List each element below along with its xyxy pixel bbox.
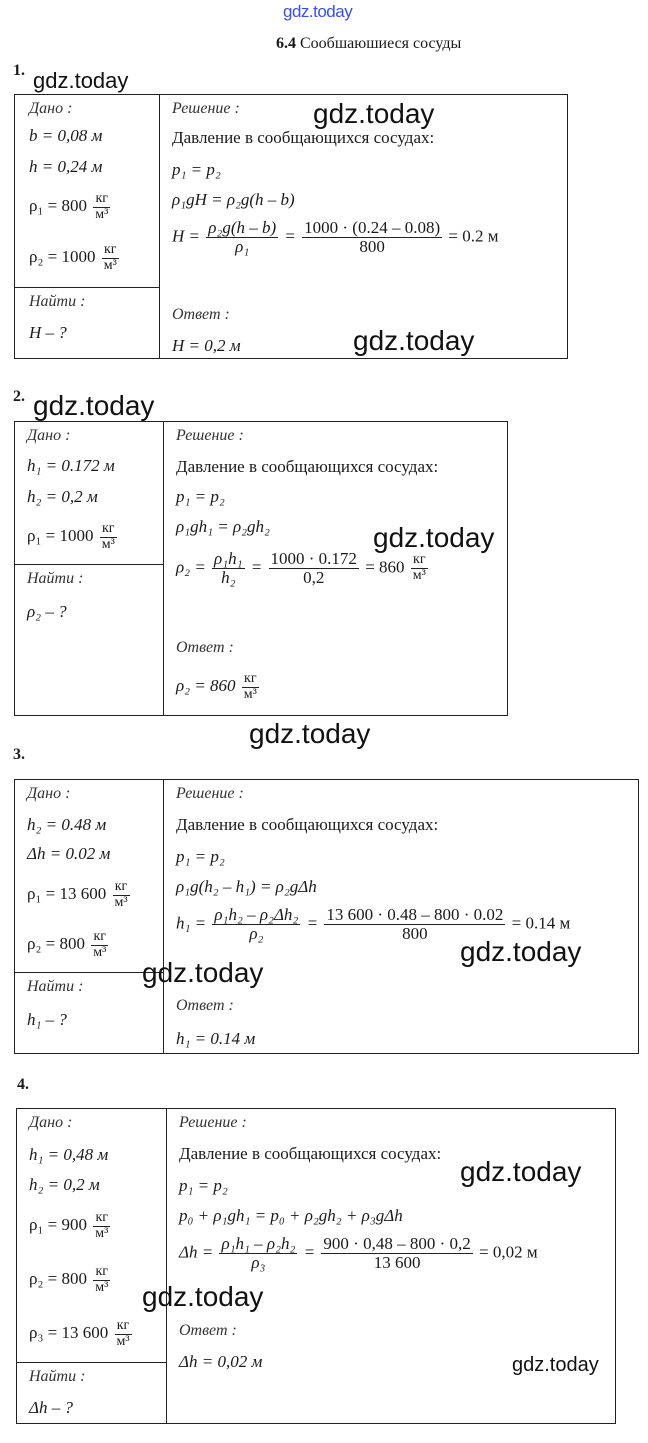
frac-num: ρ₂g(h – b) <box>208 218 277 237</box>
solution-line: Давление в сообщающихся сосудах: <box>172 128 435 147</box>
unit-fraction <box>242 672 259 702</box>
frac-den: 0,2 <box>303 567 325 587</box>
problem-3-table <box>14 779 639 1054</box>
find-cell <box>15 288 160 359</box>
answer-text: ρ₂ = 860 <box>176 676 236 696</box>
solution-line: ρ₁gH = ρ₂g(h – b) <box>172 190 295 209</box>
answer-label: Ответ : <box>172 306 230 323</box>
given-value-text: ρ₂ = 800 <box>29 1269 87 1289</box>
formula-result: = 860 <box>365 557 405 577</box>
unit-fraction <box>93 1211 110 1241</box>
given-value: h₁ = 0.172 м <box>27 456 115 475</box>
find-value: H – ? <box>29 323 67 342</box>
answer-value <box>176 672 261 702</box>
find-label: Найти : <box>29 293 86 310</box>
given-value <box>27 930 110 960</box>
given-value-text: ρ₁ = 13 600 <box>27 884 107 904</box>
unit-num: кг <box>93 1265 110 1281</box>
solution-label: Решение : <box>176 427 244 444</box>
unit-fraction <box>100 522 117 552</box>
unit-den: м³ <box>95 1225 109 1241</box>
frac-den: ρ₃ <box>251 1252 266 1272</box>
solution-line: p₁ = p₂ <box>179 1176 228 1195</box>
formula-fraction <box>212 906 300 943</box>
watermark: gdz.today <box>249 718 371 749</box>
unit-fraction <box>93 1265 110 1295</box>
formula-result: = 0.2 м <box>448 226 499 246</box>
frac-num: ρ₁h₂ – ρ₂Δh₂ <box>214 905 299 924</box>
find-cell <box>15 565 164 716</box>
find-value: h₁ – ? <box>27 1010 67 1029</box>
watermark: gdz.today <box>460 936 582 967</box>
unit-den: м³ <box>114 894 128 910</box>
problem-number: 2. <box>13 388 25 405</box>
problem-1-table <box>14 94 568 359</box>
unit-num: кг <box>102 243 119 259</box>
problem-2-table <box>14 421 508 716</box>
solution-cell <box>160 95 568 359</box>
unit-num: кг <box>91 930 108 946</box>
unit-num: кг <box>115 1319 132 1335</box>
given-label: Дано : <box>27 427 71 444</box>
given-cell <box>15 422 164 565</box>
formula-lhs: H = <box>172 226 200 246</box>
solution-formula: Δh = $\frac{\text{ρ₁h₁ – ρ₂h₂}}{\text{ρ₃}}$ = $\frac{900 \cdot 0,48 - 800 \cdot 0,2}{13 600}$ = 0,02 м <box>179 1234 538 1272</box>
formula-fraction <box>302 219 442 256</box>
solution-label: Решение : <box>179 1114 247 1131</box>
problem-number: 1. <box>13 62 25 79</box>
section-number: 6.4 <box>276 35 296 52</box>
frac-num: 13 600 · 0.48 – 800 · 0.02 <box>326 905 504 924</box>
frac-num: 1000 · 0.172 <box>270 549 357 568</box>
given-label: Дано : <box>29 100 73 117</box>
watermark: gdz.today <box>373 522 495 553</box>
solution-formula: ρ₂ = $\frac{\text{ρ₁h₁}}{\text{h₂}}$ = $\frac{1000 \cdot 0.172}{0,2}$ = 860 $\frac{кг}{\text{м³}}$ <box>176 549 426 587</box>
given-label: Дано : <box>27 785 71 802</box>
unit-fraction <box>115 1319 132 1349</box>
answer-label: Ответ : <box>179 1322 237 1339</box>
watermark: gdz.today <box>512 1354 599 1376</box>
solution-line: p₁ = p₂ <box>176 847 225 866</box>
watermark-top: gdz.today <box>283 2 353 21</box>
given-value: h = 0,24 м <box>29 157 103 176</box>
watermark: gdz.today <box>33 68 129 93</box>
problem-number: 3. <box>13 746 25 763</box>
solution-cell <box>164 780 639 1054</box>
given-value-text: ρ₁ = 1000 <box>27 526 94 546</box>
frac-den: 800 <box>402 923 428 943</box>
given-value: h₂ = 0,2 м <box>27 487 98 506</box>
watermark: gdz.today <box>460 1156 582 1187</box>
frac-num: ρ₁h₁ <box>214 549 243 568</box>
watermark: gdz.today <box>313 98 435 129</box>
given-value-text: ρ₂ = 800 <box>27 934 85 954</box>
find-cell <box>17 1362 167 1423</box>
unit-num: кг <box>411 553 428 569</box>
given-label: Дано : <box>29 1114 73 1131</box>
given-value: b = 0,08 м <box>29 126 103 145</box>
solution-line: Давление в сообщающихся сосудах: <box>176 457 439 476</box>
formula-fraction <box>321 1235 472 1272</box>
frac-den: ρ₁ <box>235 236 250 256</box>
unit-fraction <box>411 553 428 583</box>
unit-fraction <box>113 880 130 910</box>
answer-value: H = 0,2 м <box>172 336 241 355</box>
given-cell <box>15 95 160 288</box>
solution-line: ρ₁gh₁ = ρ₂gh₂ <box>176 517 270 536</box>
formula-fraction <box>269 550 359 587</box>
solution-line: Давление в сообщающихся сосудах: <box>179 1144 442 1163</box>
given-value-text: ρ₁ = 800 <box>29 196 87 216</box>
given-value <box>27 522 119 552</box>
find-value: Δh – ? <box>29 1397 73 1417</box>
watermark: gdz.today <box>142 1281 264 1312</box>
frac-den: 13 600 <box>373 1252 421 1272</box>
given-cell <box>15 780 164 973</box>
given-value: h₁ = 0,48 м <box>29 1145 109 1164</box>
unit-fraction <box>102 243 119 273</box>
unit-num: кг <box>93 1211 110 1227</box>
frac-den: h₂ <box>221 567 236 587</box>
given-value: h₂ = 0,2 м <box>29 1175 100 1194</box>
find-label: Найти : <box>27 978 84 995</box>
formula-result: = 0,02 м <box>478 1242 538 1262</box>
section-title-text: Сообшаюшиеся сосуды <box>300 35 462 52</box>
formula-result: = 0.14 м <box>511 913 571 933</box>
solution-formula: h₁ = $\frac{\text{ρ₁h₂ – ρ₂Δh₂}}{\text{ρ₂}}$ = $\frac{13 600 \cdot 0.48 - 800 \cdot 0.02}{800}$ = 0.14 м <box>176 905 571 943</box>
given-cell <box>17 1109 167 1363</box>
unit-den: м³ <box>93 944 107 960</box>
find-label: Найти : <box>29 1367 86 1385</box>
section-title <box>276 35 461 53</box>
unit-den: м³ <box>101 536 115 552</box>
unit-fraction <box>91 930 108 960</box>
solution-line: Давление в сообщающихся сосудах: <box>176 815 439 834</box>
unit-num: кг <box>100 522 117 538</box>
answer-value: h₁ = 0.14 м <box>176 1029 256 1048</box>
unit-den: м³ <box>116 1333 130 1349</box>
watermark: gdz.today <box>142 957 264 988</box>
unit-num: кг <box>242 672 259 688</box>
answer-value: Δh = 0,02 м <box>179 1352 263 1371</box>
solution-line: ρ₁g(h₂ – h₁) = ρ₂gΔh <box>176 877 317 896</box>
given-value <box>27 880 132 910</box>
find-value: ρ₂ – ? <box>27 602 67 621</box>
formula-lhs: Δh = <box>179 1242 214 1262</box>
unit-num: кг <box>113 880 130 896</box>
frac-num: ρ₁h₁ – ρ₂h₂ <box>221 1234 296 1253</box>
watermark: gdz.today <box>33 390 155 421</box>
given-value <box>29 1319 134 1349</box>
unit-den: м³ <box>95 1279 109 1295</box>
unit-fraction <box>93 192 110 222</box>
solution-line: p₁ = p₂ <box>172 160 221 179</box>
answer-label: Ответ : <box>176 639 234 656</box>
solution-label: Решение : <box>172 100 240 117</box>
frac-num: 900 · 0,48 – 800 · 0,2 <box>323 1234 471 1253</box>
unit-den: м³ <box>95 206 109 222</box>
given-value <box>29 1265 112 1295</box>
given-value <box>29 243 121 273</box>
unit-num: кг <box>93 192 110 208</box>
unit-den: м³ <box>243 686 257 702</box>
frac-num: 1000 · (0.24 – 0.08) <box>304 218 441 237</box>
answer-label: Ответ : <box>176 997 234 1014</box>
frac-den: 800 <box>359 236 385 256</box>
solution-cell <box>164 422 508 716</box>
given-value <box>29 192 112 222</box>
formula-lhs: ρ₂ = <box>176 557 206 577</box>
solution-formula: H = $\frac{\text{ρ₂g(h – b)}}{\text{ρ₁}}$ = $\frac{1000 \cdot (0.24 - 0.08)}{800}$ = 0.2 м <box>172 218 499 256</box>
formula-lhs: h₁ = <box>176 913 207 933</box>
formula-fraction <box>206 219 278 256</box>
given-value-text: ρ₁ = 900 <box>29 1215 87 1235</box>
given-value-text: ρ₃ = 13 600 <box>29 1323 109 1343</box>
unit-den: м³ <box>412 567 426 583</box>
given-value <box>29 1211 112 1241</box>
unit-den: м³ <box>103 257 117 273</box>
find-label: Найти : <box>27 570 84 587</box>
formula-fraction <box>219 1235 297 1272</box>
frac-den: ρ₂ <box>249 923 264 943</box>
solution-label: Решение : <box>176 785 244 802</box>
solution-line: p₀ + ρ₁gh₁ = p₀ + ρ₂gh₂ + ρ₃gΔh <box>179 1206 403 1225</box>
watermark: gdz.today <box>353 325 475 356</box>
given-value: Δh = 0.02 м <box>27 844 111 863</box>
given-value-text: ρ₂ = 1000 <box>29 247 96 267</box>
formula-fraction <box>212 550 244 587</box>
solution-line: p₁ = p₂ <box>176 487 225 506</box>
given-value: h₂ = 0.48 м <box>27 815 107 834</box>
problem-number: 4. <box>17 1076 29 1093</box>
